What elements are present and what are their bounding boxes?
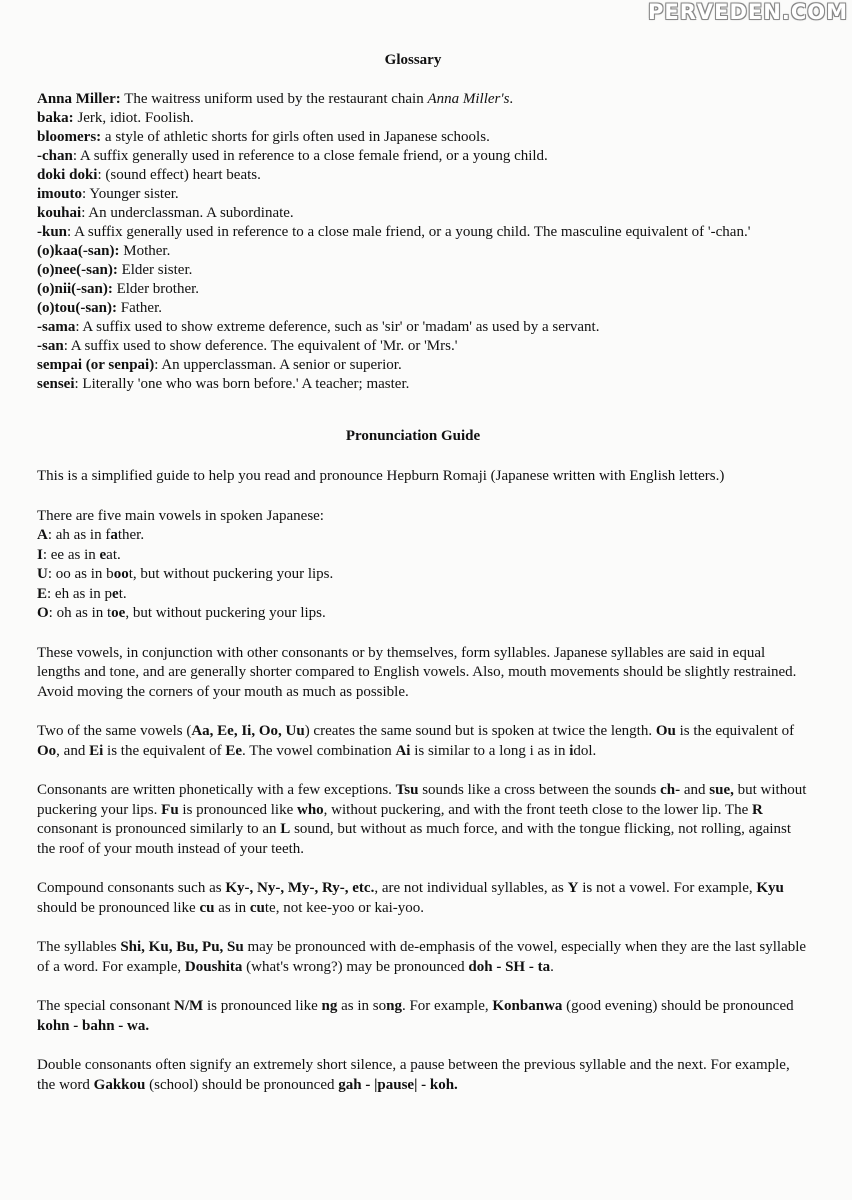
bold-term: Ee — [225, 742, 243, 759]
text-run: sound, but without as much force, and with the tongue flicking, not rolling, against the roof of your mouth instead of your teeth. — [37, 821, 792, 857]
guide-intro: This is a simplified guide to help you read and pronounce Hepburn Romaji (Japanese written with English letters.) — [37, 468, 725, 484]
bold-term: cu — [199, 899, 215, 916]
deemphasis-paragraph — [37, 938, 807, 977]
glossary-entry — [37, 204, 812, 223]
text-run: but without puckering your lips. — [37, 782, 807, 818]
vowel-highlight: oe — [111, 605, 126, 621]
nm-consonant-paragraph — [37, 997, 807, 1036]
glossary-definition: : A suffix generally used in reference to a close female friend, or a young child. — [72, 148, 548, 164]
vowel-letter: E — [37, 585, 48, 602]
double-consonants-paragraph — [37, 1056, 807, 1095]
text-run: consonant is pronounced similarly to an — [37, 821, 281, 837]
glossary-entry — [37, 280, 812, 299]
bold-term: doh - SH - ta — [468, 958, 551, 975]
text-run: Compound consonants such as — [37, 880, 226, 896]
glossary-title: Glossary — [384, 52, 442, 68]
bold-term: gah - |pause| - koh. — [338, 1076, 458, 1093]
glossary-entry — [37, 375, 812, 394]
bold-term: ng — [321, 998, 338, 1014]
glossary-entry — [37, 261, 812, 280]
text-run: dol. — [573, 742, 597, 759]
text-run: as in so — [337, 998, 387, 1014]
bold-term: ch- — [660, 782, 681, 798]
vowel-letter: A — [37, 527, 48, 543]
glossary-definition: Father. — [117, 300, 162, 316]
bold-term: sue, — [709, 782, 734, 798]
text-run: is pronounced like — [178, 801, 297, 818]
vowel-item — [37, 585, 807, 605]
bold-term: ng — [386, 998, 402, 1014]
vowel-item — [37, 546, 807, 566]
bold-term: Tsu — [395, 782, 419, 798]
text-run: and — [680, 782, 710, 798]
glossary-term: -chan — [37, 148, 73, 164]
text-run: Double consonants often signify an extremely short silence, a pause between the previous syllable and the next. For example, the word — [37, 1057, 790, 1093]
glossary-term: kouhai — [37, 205, 82, 221]
text-run: is not a vowel. For example, — [578, 880, 757, 896]
glossary-entry — [37, 356, 812, 375]
bold-term: Gakkou — [93, 1076, 146, 1093]
bold-term: i — [569, 742, 574, 759]
bold-term: Oo — [37, 742, 57, 759]
vowel-text: : eh as in p — [47, 585, 113, 602]
bold-term: Doushita — [184, 958, 243, 975]
bold-term: Ai — [395, 742, 411, 759]
text-run: is similar to a long i as in — [410, 742, 570, 759]
text-run: , are not individual syllables, as — [374, 880, 568, 896]
consonants-paragraph — [37, 781, 807, 859]
text-run: ) creates the same sound but is spoken at twice the length. — [304, 723, 656, 739]
vowel-highlight: oo — [113, 566, 129, 582]
glossary-term: (o)nii(-san): — [37, 281, 113, 297]
glossary-definition: Elder brother. — [112, 281, 200, 297]
glossary-entry — [37, 223, 812, 242]
vowel-text: t, but without puckering your lips. — [128, 566, 334, 582]
glossary-definition: Elder sister. — [117, 262, 193, 278]
vowel-text: : oh as in t — [48, 605, 112, 621]
glossary-term: bloomers: — [37, 129, 102, 145]
vowel-highlight: e — [99, 546, 107, 563]
bold-term: N/M — [174, 998, 204, 1014]
text-run: . The vowel combination — [242, 742, 396, 759]
text-run: is the equivalent of — [103, 742, 226, 759]
glossary-entry — [37, 242, 812, 261]
glossary-entry — [37, 185, 812, 204]
text-run: Two of the same vowels ( — [37, 723, 192, 739]
text-run: (school) should be pronounced — [145, 1076, 339, 1093]
glossary-term: Anna Miller: — [37, 91, 121, 107]
text-run: The syllables — [37, 939, 121, 955]
glossary-term: -sama — [37, 319, 76, 335]
glossary-term: imouto — [37, 186, 82, 202]
bold-term: Aa, Ee, Ii, Oo, Uu — [191, 723, 305, 739]
vowel-list — [37, 526, 807, 624]
glossary-definition: : Literally 'one who was born before.' A teacher; master. — [74, 376, 410, 392]
glossary-entry — [37, 166, 812, 185]
vowel-text: : ee as in — [42, 546, 100, 563]
glossary-definition: : A suffix generally used in reference to a close male friend, or a young child. The masculine equivalent of '-chan.' — [67, 224, 751, 240]
vowel-text: t. — [118, 585, 127, 602]
vowel-highlight: e — [112, 585, 119, 602]
glossary-term: sensei — [37, 376, 75, 392]
glossary-entry — [37, 299, 812, 318]
text-run: , and — [56, 742, 90, 759]
vowel-item — [37, 604, 807, 624]
vowel-item — [37, 526, 807, 546]
bold-term: R — [752, 801, 763, 818]
bold-term: Y — [567, 880, 579, 896]
bold-term: Ei — [89, 742, 104, 759]
glossary-term: (o)kaa(-san): — [37, 243, 120, 259]
text-run: is pronounced like — [203, 998, 322, 1014]
glossary-definition: Jerk, idiot. Foolish. — [73, 110, 194, 126]
bold-term: Fu — [161, 801, 179, 818]
vowel-text: : ah as in f — [47, 527, 111, 543]
glossary-definition: The waitress uniform used by the restaurant chain — [120, 91, 428, 107]
text-run: as in — [214, 899, 250, 916]
text-run: sounds like a cross between the sounds — [418, 782, 661, 798]
text-run: should be pronounced like — [37, 899, 200, 916]
glossary-term: -kun — [37, 224, 68, 240]
glossary-entry — [37, 90, 812, 109]
glossary-entry — [37, 147, 812, 166]
text-run: . — [550, 958, 554, 975]
glossary-term: sempai (or senpai) — [37, 357, 155, 373]
text-run: The special consonant — [37, 998, 175, 1014]
text-run: , without puckering, and with the front teeth close to the lower lip. The — [323, 801, 753, 818]
vowel-letter: I — [37, 546, 43, 563]
vowel-item — [37, 565, 807, 585]
watermark-logo: PERVEDEN.COM — [648, 0, 848, 24]
bold-term: who — [296, 801, 324, 818]
bold-term: kohn - bahn - wa. — [37, 1017, 150, 1034]
glossary-entry — [37, 128, 812, 147]
glossary-term: (o)tou(-san): — [37, 300, 117, 316]
pronunciation-guide-title: Pronunciation Guide — [345, 428, 481, 444]
glossary-entry — [37, 109, 812, 128]
glossary-definition: : Younger sister. — [82, 186, 179, 202]
glossary-definition-tail: . — [509, 91, 514, 107]
bold-term: L — [280, 821, 291, 837]
glossary-definition-italic: Anna Miller's — [427, 91, 510, 107]
vowel-text: at. — [106, 546, 121, 563]
vowel-letter: O — [37, 605, 49, 621]
glossary-definition: : A suffix used to show extreme deference, such as 'sir' or 'madam' as used by a servant. — [75, 319, 600, 335]
text-run: (good evening) should be pronounced — [562, 998, 794, 1014]
text-run: te, not kee-yoo or kai-yoo. — [264, 899, 425, 916]
compound-consonants-paragraph — [37, 879, 807, 918]
text-run: . For example, — [401, 998, 493, 1014]
glossary-definition: : (sound effect) heart beats. — [97, 167, 261, 183]
glossary-definition: : A suffix used to show deference. The equivalent of 'Mr. or 'Mrs.' — [63, 338, 458, 354]
bold-term: Shi, Ku, Bu, Pu, Su — [120, 939, 244, 955]
double-vowels-paragraph — [37, 722, 807, 761]
glossary-list — [37, 90, 812, 394]
vowels-intro: There are five main vowels in spoken Japanese: — [37, 507, 324, 524]
glossary-definition: : An underclassman. A subordinate. — [81, 205, 294, 221]
glossary-entry — [37, 337, 812, 356]
glossary-definition: : An upperclassman. A senior or superior. — [154, 357, 402, 373]
glossary-term: -san — [37, 338, 64, 354]
vowel-text: ther. — [117, 527, 145, 543]
text-run: (what's wrong?) may be pronounced — [242, 958, 469, 975]
glossary-term: baka: — [37, 110, 74, 126]
bold-term: Ky-, Ny-, My-, Ry-, etc. — [225, 880, 375, 896]
glossary-entry — [37, 318, 812, 337]
vowel-highlight: a — [110, 527, 118, 543]
glossary-definition: a style of athletic shorts for girls often used in Japanese schools. — [101, 129, 490, 145]
glossary-term: doki doki — [37, 167, 98, 183]
pronunciation-guide — [37, 467, 807, 1095]
vowel-text: : oo as in b — [47, 566, 114, 582]
glossary-definition: Mother. — [119, 243, 171, 259]
bold-term: Konbanwa — [492, 998, 563, 1014]
glossary-term: (o)nee(-san): — [37, 262, 118, 278]
vowel-text: , but without puckering your lips. — [125, 605, 326, 621]
bold-term: Kyu — [756, 880, 784, 896]
bold-term: cu — [249, 899, 265, 916]
bold-term: Ou — [655, 723, 676, 739]
vowel-letter: U — [37, 566, 48, 582]
syllables-paragraph: These vowels, in conjunction with other consonants or by themselves, form syllables. Japanese syllables are said in equal lengths and tone, and are generally shorter compared to English vowels. Also, mouth movements should be slightly restrained. Avoid moving the corners of your mouth as much as possible. — [37, 644, 797, 700]
text-run: may be pronounced with de-emphasis of the vowel, especially when they are the last syllable of a word. For example, — [37, 939, 807, 975]
text-run: is the equivalent of — [675, 723, 795, 739]
text-run: Consonants are written phonetically with a few exceptions. — [37, 782, 396, 798]
